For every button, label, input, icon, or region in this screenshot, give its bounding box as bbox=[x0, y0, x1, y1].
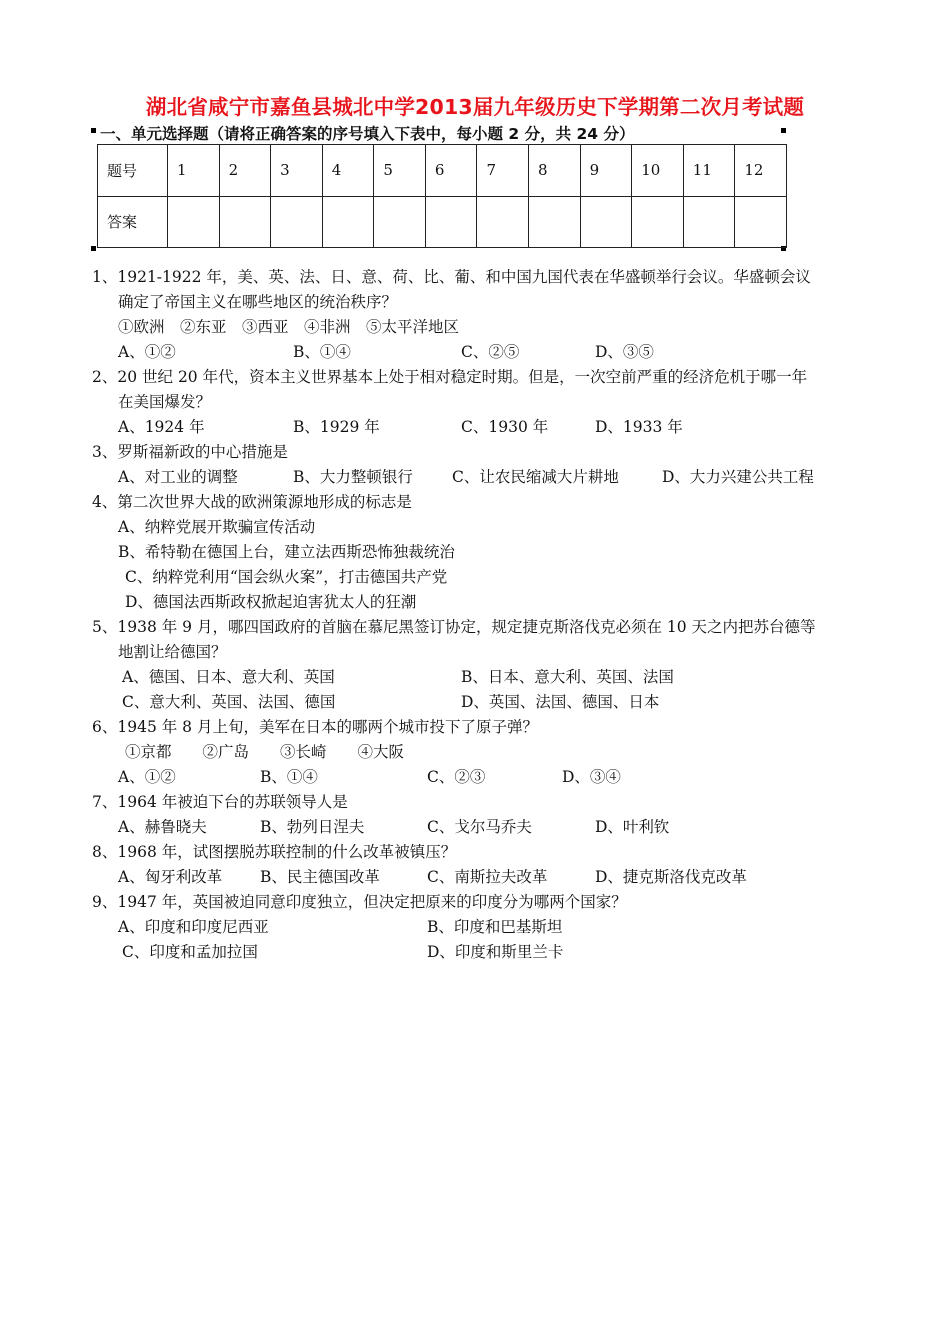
question-3-option-b: B、大力整顿银行 bbox=[293, 468, 413, 486]
question-1-option-d: D、③⑤ bbox=[595, 343, 654, 361]
question-2-text: 2、20 世纪 20 年代，资本主义世界基本上处于相对稳定时期。但是，一次空前严重的经济危机于哪一年 bbox=[92, 368, 808, 386]
question-number: 1 bbox=[168, 145, 220, 197]
question-2-text-cont: 在美国爆发？ bbox=[118, 393, 212, 411]
question-6-option-a: A、①② bbox=[118, 768, 176, 786]
question-3-text: 3、罗斯福新政的中心措施是 bbox=[92, 443, 288, 461]
question-7-text: 7、1964 年被迫下台的苏联领导人是 bbox=[92, 793, 348, 811]
answer-cell[interactable] bbox=[580, 196, 632, 248]
question-9-option-a: A、印度和印度尼西亚 bbox=[118, 918, 269, 936]
answer-cell[interactable] bbox=[632, 196, 684, 248]
question-4-text: 4、第二次世界大战的欧洲策源地形成的标志是 bbox=[92, 493, 412, 511]
question-1-text: 1、1921-1922 年，美、英、法、日、意、荷、比、葡、和中国九国代表在华盛顿举行会议。华盛顿会议 bbox=[92, 268, 811, 286]
question-7-option-a: A、赫鲁晓夫 bbox=[118, 818, 207, 836]
question-9-option-b: B、印度和巴基斯坦 bbox=[427, 918, 563, 936]
question-8-option-b: B、民主德国改革 bbox=[260, 868, 380, 886]
question-7-option-d: D、叶利钦 bbox=[595, 818, 670, 836]
answer-cell[interactable] bbox=[374, 196, 426, 248]
question-1-choices: ①欧洲 ②东亚 ③西亚 ④非洲 ⑤太平洋地区 bbox=[118, 318, 460, 336]
question-2-option-b: B、1929 年 bbox=[293, 418, 380, 436]
answer-cell[interactable] bbox=[477, 196, 529, 248]
answer-table-answer-row bbox=[98, 196, 787, 248]
answer-cell[interactable] bbox=[683, 196, 735, 248]
answer-cell[interactable] bbox=[271, 196, 323, 248]
question-number: 6 bbox=[425, 145, 477, 197]
question-6-option-b: B、①④ bbox=[260, 768, 318, 786]
question-8-option-c: C、南斯拉夫改革 bbox=[427, 868, 548, 886]
question-2-option-c: C、1930 年 bbox=[461, 418, 549, 436]
corner-mark bbox=[91, 246, 96, 251]
question-number: 8 bbox=[529, 145, 581, 197]
question-4-option-b: B、希特勒在德国上台，建立法西斯恐怖独裁统治 bbox=[118, 543, 455, 561]
question-6-option-d: D、③④ bbox=[562, 768, 621, 786]
question-8-text: 8、1968 年，试图摆脱苏联控制的什么改革被镇压？ bbox=[92, 843, 457, 861]
question-5-option-d: D、英国、法国、德国、日本 bbox=[461, 693, 660, 711]
question-9-text: 9、1947 年，英国被迫同意印度独立，但决定把原来的印度分为哪两个国家？ bbox=[92, 893, 627, 911]
question-4-option-a: A、纳粹党展开欺骗宣传活动 bbox=[118, 518, 316, 536]
question-5-option-a: A、德国、日本、意大利、英国 bbox=[122, 668, 335, 686]
question-5-text-cont: 地割让给德国？ bbox=[118, 643, 227, 661]
answer-cell[interactable] bbox=[735, 196, 787, 248]
question-number: 3 bbox=[271, 145, 323, 197]
question-9-option-d: D、印度和斯里兰卡 bbox=[427, 943, 564, 961]
question-3-option-a: A、对工业的调整 bbox=[118, 468, 238, 486]
question-3-option-d: D、大力兴建公共工程 bbox=[662, 468, 814, 486]
question-1-option-b: B、①④ bbox=[293, 343, 351, 361]
question-4-option-c: C、纳粹党利用“国会纵火案”，打击德国共产党 bbox=[125, 568, 448, 586]
question-3-option-c: C、让农民缩减大片耕地 bbox=[452, 468, 619, 486]
question-5-text: 5、1938 年 9 月，哪四国政府的首脑在慕尼黑签订协定，规定捷克斯洛伐克必须在 10 天之内把苏台德等 bbox=[92, 618, 816, 636]
question-number: 4 bbox=[322, 145, 374, 197]
question-6-option-c: C、②③ bbox=[427, 768, 486, 786]
corner-mark bbox=[91, 128, 96, 133]
answer-cell[interactable] bbox=[219, 196, 271, 248]
question-number: 2 bbox=[219, 145, 271, 197]
question-8-option-a: A、匈牙利改革 bbox=[118, 868, 223, 886]
question-number: 11 bbox=[683, 145, 735, 197]
answer-cell[interactable] bbox=[529, 196, 581, 248]
row-label: 答案 bbox=[98, 196, 168, 248]
question-1-text-cont: 确定了帝国主义在哪些地区的统治秩序？ bbox=[118, 293, 398, 311]
question-8-option-d: D、捷克斯洛伐克改革 bbox=[595, 868, 747, 886]
question-number: 5 bbox=[374, 145, 426, 197]
question-2-option-d: D、1933 年 bbox=[595, 418, 683, 436]
exam-title: 湖北省咸宁市嘉鱼县城北中学2013届九年级历史下学期第二次月考试题 bbox=[145, 95, 805, 119]
question-2-option-a: A、1924 年 bbox=[118, 418, 205, 436]
question-1-option-c: C、②⑤ bbox=[461, 343, 520, 361]
question-5-option-c: C、意大利、英国、法国、德国 bbox=[122, 693, 336, 711]
answer-table-number-row bbox=[98, 145, 787, 197]
answer-cell[interactable] bbox=[322, 196, 374, 248]
row-label: 题号 bbox=[98, 145, 168, 197]
answer-table bbox=[97, 144, 787, 248]
answer-cell[interactable] bbox=[168, 196, 220, 248]
question-4-option-d: D、德国法西斯政权掀起迫害犹太人的狂潮 bbox=[125, 593, 417, 611]
question-number: 7 bbox=[477, 145, 529, 197]
question-5-option-b: B、日本、意大利、英国、法国 bbox=[461, 668, 674, 686]
question-7-option-b: B、勃列日涅夫 bbox=[260, 818, 365, 836]
question-number: 10 bbox=[632, 145, 684, 197]
question-6-choices: ①京都 ②广岛 ③长崎 ④大阪 bbox=[125, 743, 405, 761]
question-7-option-c: C、戈尔马乔夫 bbox=[427, 818, 532, 836]
question-1-option-a: A、①② bbox=[118, 343, 176, 361]
section-heading: 一、单元选择题（请将正确答案的序号填入下表中，每小题 2 分，共 24 分） bbox=[100, 125, 635, 143]
corner-mark bbox=[781, 128, 786, 133]
answer-cell[interactable] bbox=[425, 196, 477, 248]
question-number: 12 bbox=[735, 145, 787, 197]
question-number: 9 bbox=[580, 145, 632, 197]
question-6-text: 6、1945 年 8 月上旬，美军在日本的哪两个城市投下了原子弹？ bbox=[92, 718, 538, 736]
question-9-option-c: C、印度和孟加拉国 bbox=[122, 943, 258, 961]
